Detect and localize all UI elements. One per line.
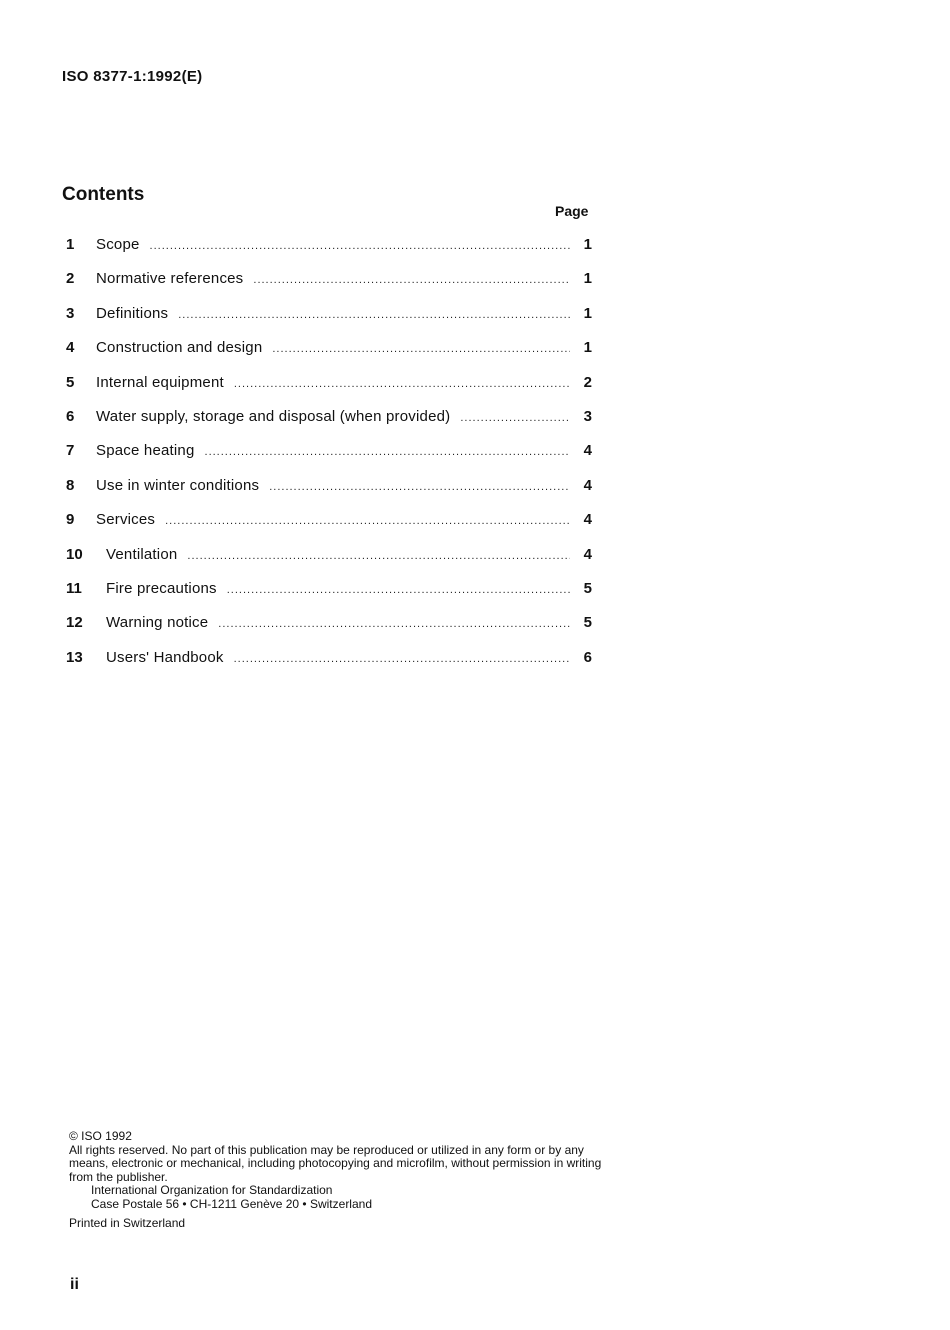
dot-leader <box>218 618 570 630</box>
toc-entry-number: 4 <box>66 339 75 357</box>
toc-entry-title: Definitions <box>96 304 169 322</box>
copyright-line: © ISO 1992 <box>69 1129 132 1143</box>
page-number: ii <box>70 1276 79 1293</box>
toc-entry[interactable] <box>66 546 592 580</box>
toc-entry[interactable] <box>66 477 592 511</box>
rights-statement: All rights reserved. No part of this publication may be reproduced or utilized in any form or by any means, electronic or mechanical, including photocopying and microfilm, without permission in writing from the publisher. <box>69 1142 602 1184</box>
toc-entry-number: 2 <box>66 270 75 288</box>
document-identifier: ISO 8377-1:1992(E) <box>62 68 203 85</box>
toc-entry-page: 2 <box>583 373 592 391</box>
toc-entry[interactable] <box>66 339 592 373</box>
dot-leader <box>460 412 570 424</box>
toc-entry[interactable] <box>66 408 592 442</box>
toc-entry-title: Water supply, storage and disposal (when provided) <box>96 407 451 425</box>
organization-name: International Organization for Standardization <box>91 1183 333 1197</box>
toc-entry-number: 1 <box>66 236 75 253</box>
toc-entry[interactable] <box>66 442 592 476</box>
toc-entry-page: 1 <box>583 339 592 357</box>
dot-leader <box>269 481 570 493</box>
toc-entry-number: 5 <box>66 373 75 391</box>
toc-entry[interactable] <box>66 305 592 339</box>
toc-entry-number: 10 <box>66 545 83 563</box>
toc-entry-title: Space heating <box>96 442 195 460</box>
toc-entry-page: 4 <box>583 545 592 563</box>
toc-entry-number: 7 <box>66 442 75 460</box>
toc-entry[interactable] <box>66 649 592 683</box>
dot-leader <box>150 240 570 252</box>
toc-entry-number: 6 <box>66 407 75 425</box>
toc-entry[interactable] <box>66 374 592 408</box>
toc-entry-title: Construction and design <box>96 339 263 357</box>
toc-entry-number: 9 <box>66 511 75 529</box>
dot-leader <box>234 653 570 665</box>
toc-entry-page: 5 <box>583 579 592 597</box>
dot-leader <box>227 584 570 596</box>
dot-leader <box>165 515 570 527</box>
toc-entry-number: 12 <box>66 614 83 632</box>
dot-leader <box>178 309 570 321</box>
toc-entry-page: 6 <box>583 648 592 666</box>
dot-leader <box>187 550 570 562</box>
toc-entry-page: 3 <box>583 407 592 425</box>
contents-heading: Contents <box>62 184 145 205</box>
toc-entry[interactable] <box>66 236 592 270</box>
dot-leader <box>234 378 570 390</box>
toc-entry-number: 8 <box>66 476 75 494</box>
toc-entry-title: Scope <box>96 236 140 253</box>
toc-entry-number: 3 <box>66 304 75 322</box>
toc-entry-page: 1 <box>583 236 592 253</box>
toc-entry-number: 11 <box>66 579 82 597</box>
printed-in: Printed in Switzerland <box>69 1216 186 1230</box>
organization-address: Case Postale 56 • CH-1211 Genève 20 • Switzerland <box>91 1196 372 1211</box>
toc-entry-title: Users' Handbook <box>106 648 224 666</box>
toc-entry-title: Warning notice <box>106 614 209 632</box>
toc-entry-page: 1 <box>583 304 592 322</box>
table-of-contents <box>66 236 592 683</box>
toc-entry[interactable] <box>66 511 592 545</box>
dot-leader <box>253 274 570 286</box>
toc-entry[interactable] <box>66 270 592 304</box>
toc-entry-title: Ventilation <box>106 545 178 563</box>
copyright-notice <box>69 1130 609 1231</box>
dot-leader <box>205 446 570 458</box>
toc-entry-title: Fire precautions <box>106 579 217 597</box>
page-column-label: Page <box>555 203 589 219</box>
toc-entry[interactable] <box>66 614 592 648</box>
toc-entry-title: Internal equipment <box>96 373 224 391</box>
toc-entry-page: 5 <box>583 614 592 632</box>
toc-entry-page: 4 <box>583 476 592 494</box>
toc-entry[interactable] <box>66 580 592 614</box>
toc-entry-page: 1 <box>583 270 592 288</box>
toc-entry-title: Use in winter conditions <box>96 476 260 494</box>
toc-entry-title: Services <box>96 511 156 529</box>
toc-entry-title: Normative references <box>96 270 244 288</box>
toc-entry-number: 13 <box>66 648 83 666</box>
toc-entry-page: 4 <box>583 511 592 529</box>
toc-entry-page: 4 <box>583 442 592 460</box>
dot-leader <box>272 343 570 355</box>
